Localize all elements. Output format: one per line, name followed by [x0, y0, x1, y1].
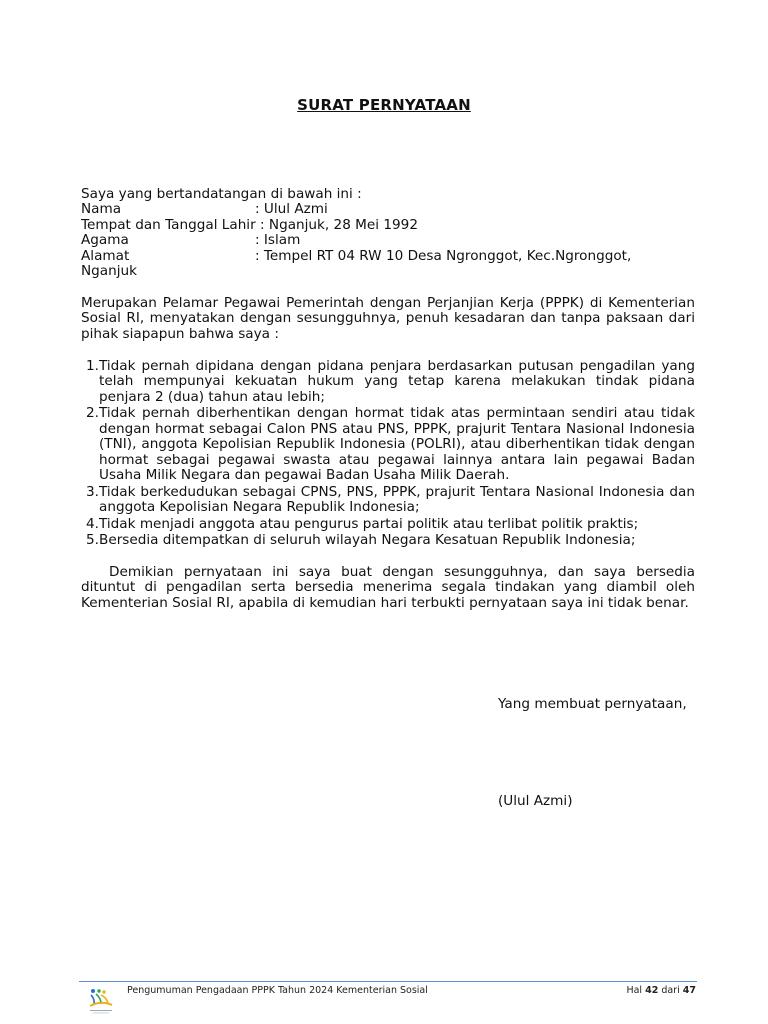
page-current: 42: [645, 985, 659, 996]
list-item: [81, 533, 695, 548]
field-label: Tempat dan Tanggal Lahir: [81, 216, 256, 233]
kemensos-logo-icon: [86, 985, 116, 1015]
list-number: 3.: [86, 483, 99, 500]
list-text: Tidak pernah diberhentikan dengan hormat tidak atas permintaan sendiri atau tidak dengan hormat sebagai Calon PNS atau PNS, PPPK, prajurit Tentara Nasional Indonesia (TNI), anggota Kepolisian Republik Indonesia (POLRI), atau diberhentikan tidak dengan hormat sebagai pegawai swasta atau pegawai lainnya antara lain pegawai Badan Usaha Milik Negara dan pegawai Badan Usaha Milik Daerah.: [99, 405, 695, 484]
list-item: [81, 485, 695, 516]
field-row-nama: [81, 202, 695, 217]
field-value: : Nganjuk, 28 Mei 1992: [255, 216, 418, 233]
list-text: Bersedia ditempatkan di seluruh wilayah Negara Kesatuan Republik Indonesia;: [99, 532, 636, 549]
footer-title: Pengumuman Pengadaan PPPK Tahun 2024 Kementerian Sosial: [127, 985, 428, 996]
intro-line: Saya yang bertandatangan di bawah ini :: [81, 186, 362, 202]
field-value: : Tempel RT 04 RW 10 Desa Ngronggot, Kec.Ngronggot,: [255, 247, 632, 264]
field-row-alamat: [81, 249, 695, 264]
field-value: : Ulul Azmi: [255, 201, 328, 218]
field-row-agama: [81, 233, 695, 248]
list-number: 1.: [86, 358, 99, 374]
statement-paragraph: Merupakan Pelamar Pegawai Pemerintah dengan Perjanjian Kerja (PPPK) di Kementerian Sosial RI, menyatakan dengan sesungguhnya, penuh kesadaran dan tanpa paksaan dari pihak siapapun bahwa saya :: [81, 295, 695, 342]
list-number: 5.: [86, 532, 99, 549]
field-row-ttl: [81, 218, 695, 233]
list-number: 4.: [86, 515, 99, 532]
page-prefix: Hal: [626, 985, 646, 996]
identity-block: [81, 187, 695, 279]
field-label: Alamat: [81, 247, 130, 264]
list-text: Tidak menjadi anggota atau pengurus partai politik atau terlibat politik praktis;: [99, 515, 639, 532]
list-number: 2.: [86, 405, 99, 422]
list-item: [81, 517, 695, 532]
page-total: 47: [682, 985, 696, 996]
closing-paragraph: Demikian pernyataan ini saya buat dengan sesungguhnya, dan saya bersedia dituntut di pengadilan serta bersedia menerima segala tindakan yang diambil oleh Kementerian Sosial RI, apabila di kemudian hari terbukti pernyataan saya ini tidak benar.: [81, 564, 695, 611]
signature-name: (Ulul Azmi): [498, 793, 573, 809]
field-label: Nama: [81, 201, 122, 218]
page-number: [626, 985, 696, 996]
list-item: [81, 406, 695, 483]
footer-divider: [79, 981, 697, 982]
statement-list: [81, 359, 695, 550]
page-mid: dari: [658, 985, 683, 996]
list-item: [81, 359, 695, 405]
list-text: Tidak pernah dipidana dengan pidana penjara berdasarkan putusan pengadilan yang telah mempunyai kekuatan hukum yang tetap karena melakukan tindak pidana penjara 2 (dua) tahun atau lebih;: [99, 358, 695, 405]
document-title: SURAT PERNYATAAN: [297, 96, 471, 114]
signature-label: Yang membuat pernyataan,: [498, 696, 687, 712]
field-value: : Islam: [255, 232, 301, 249]
field-label: Agama: [81, 232, 129, 249]
address-continuation: Nganjuk: [81, 263, 138, 280]
list-text: Tidak berkedudukan sebagai CPNS, PNS, PPPK, prajurit Tentara Nasional Indonesia dan anggota Kepolisian Negara Republik Indonesia;: [99, 483, 695, 516]
